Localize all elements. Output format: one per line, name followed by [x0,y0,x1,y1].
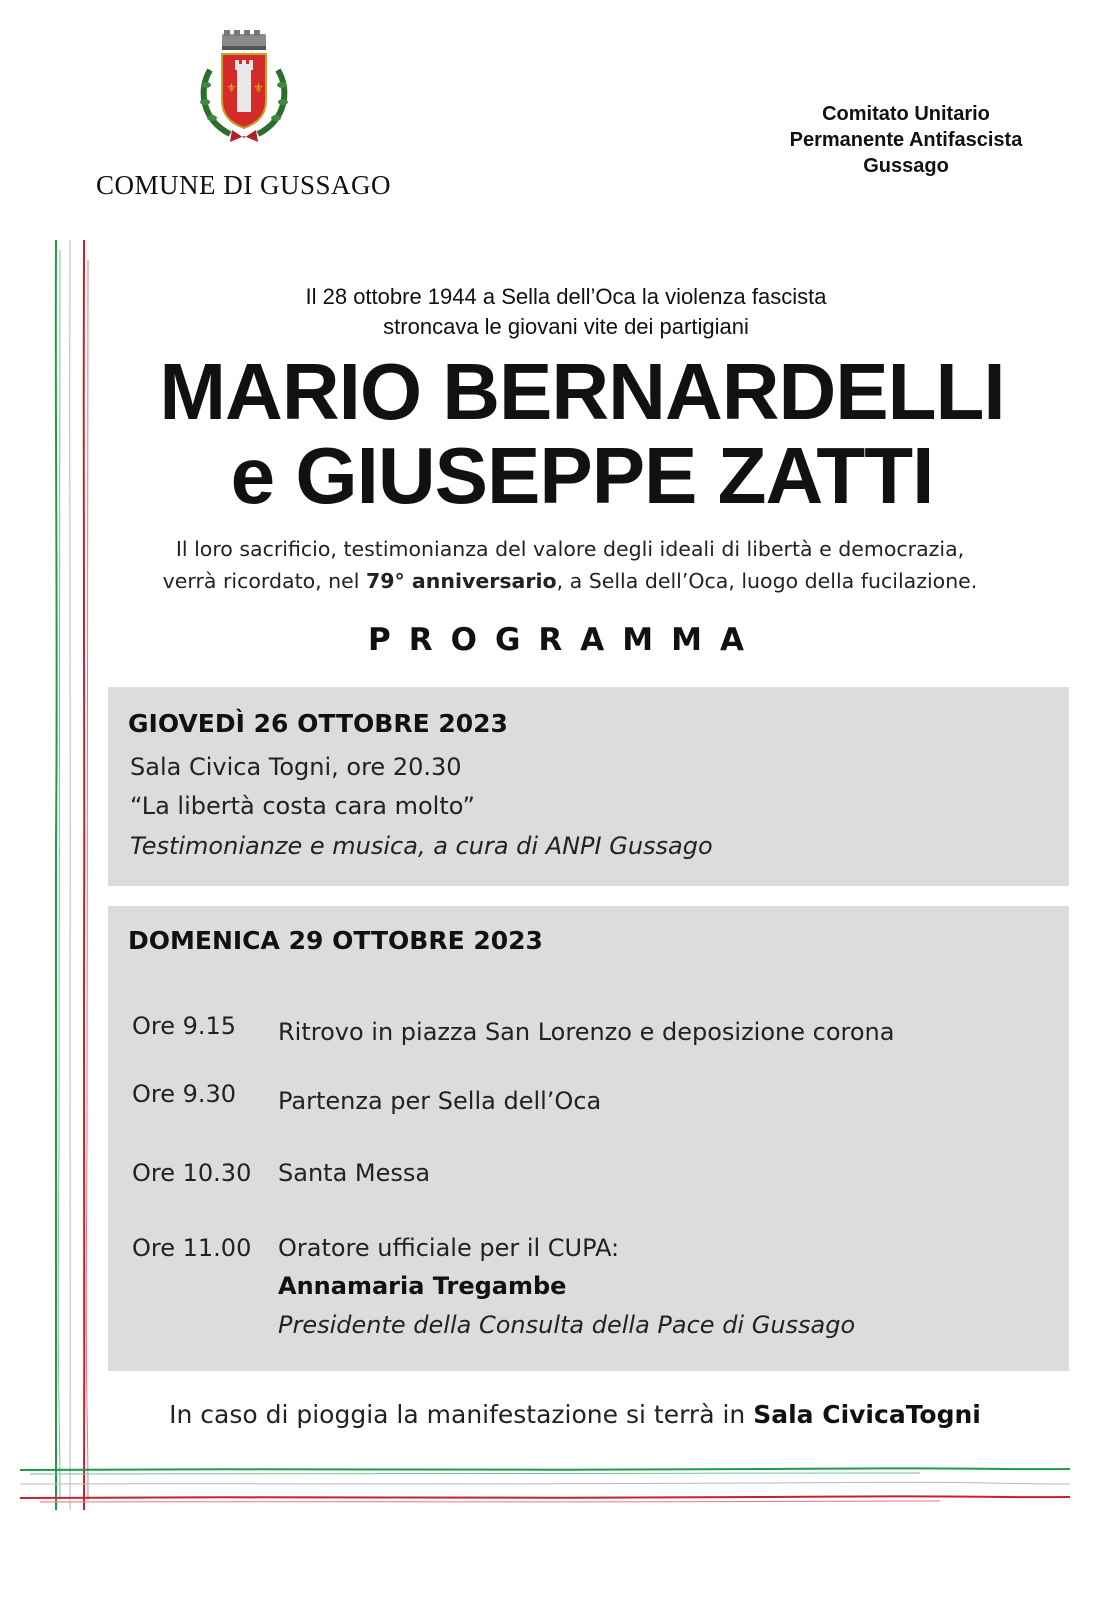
anniversary-label: 79° anniversario [366,569,557,593]
tricolor-border-bottom [20,1458,1080,1508]
schedule-time: Ore 10.30 [132,1159,252,1187]
comune-name: COMUNE DI GUSSAGO [96,170,392,200]
schedule-activity: Partenza per Sella dell’Oca [278,1087,602,1115]
day-two-title: DOMENICA 29 OTTOBRE 2023 [128,926,543,955]
speaker-role: Presidente della Consulta della Pace di Gussago [278,1311,856,1339]
svg-text:⚜: ⚜ [226,81,237,95]
day-one-panel [108,687,1069,886]
day-two-panel [108,906,1069,1371]
schedule-activity: Oratore ufficiale per il CUPA: [278,1234,620,1262]
schedule-time: Ore 9.30 [132,1080,237,1108]
comune-coat-of-arms [196,30,292,148]
svg-text:⚜: ⚜ [253,81,264,95]
tricolor-border-left [46,240,96,1510]
rain-location: Sala CivicaTogni [753,1400,981,1429]
day-one-event: “La libertà costa cara molto” [130,792,475,820]
title-line: MARIO BERNARDELLI [159,347,1005,436]
intro-text [120,282,1012,342]
tribute-text [110,533,1030,597]
committee-name [760,101,1052,179]
tribute-text-part: , a Sella dell’Oca, luogo della fucilazione. [556,569,978,593]
day-one-place: Sala Civica Togni, ore 20.30 [130,753,462,781]
committee-line: Comitato Unitario [822,103,990,125]
day-one-title: GIOVEDÌ 26 OTTOBRE 2023 [128,709,508,738]
schedule-time: Ore 11.00 [132,1234,252,1262]
rain-notice [100,1400,1050,1429]
tribute-line: Il loro sacrificio, testimonianza del valore degli ideali di libertà e democrazia, [175,537,965,561]
schedule-activity: Santa Messa [278,1159,431,1187]
tribute-text-part: verrà ricordato, nel [162,569,367,593]
tribute-line [110,565,1030,597]
committee-line: Gussago [863,155,949,177]
schedule-activity: Ritrovo in piazza San Lorenzo e deposizione corona [278,1018,895,1046]
schedule-time: Ore 9.15 [132,1012,237,1040]
title-line: e GIUSEPPE ZATTI [230,431,934,520]
programma-heading: PROGRAMMA [368,622,762,658]
intro-line: Il 28 ottobre 1944 a Sella dell’Oca la violenza fascista [305,284,827,309]
intro-line: stroncava le giovani vite dei partigiani [383,314,749,339]
rain-notice-text: In caso di pioggia la manifestazione si terrà in [169,1400,754,1429]
speaker-name: Annamaria Tregambe [278,1272,567,1300]
day-one-note: Testimonianze e musica, a cura di ANPI Gussago [130,832,713,860]
committee-line: Permanente Antifascista [789,129,1023,151]
partisan-names-title [96,347,1068,520]
